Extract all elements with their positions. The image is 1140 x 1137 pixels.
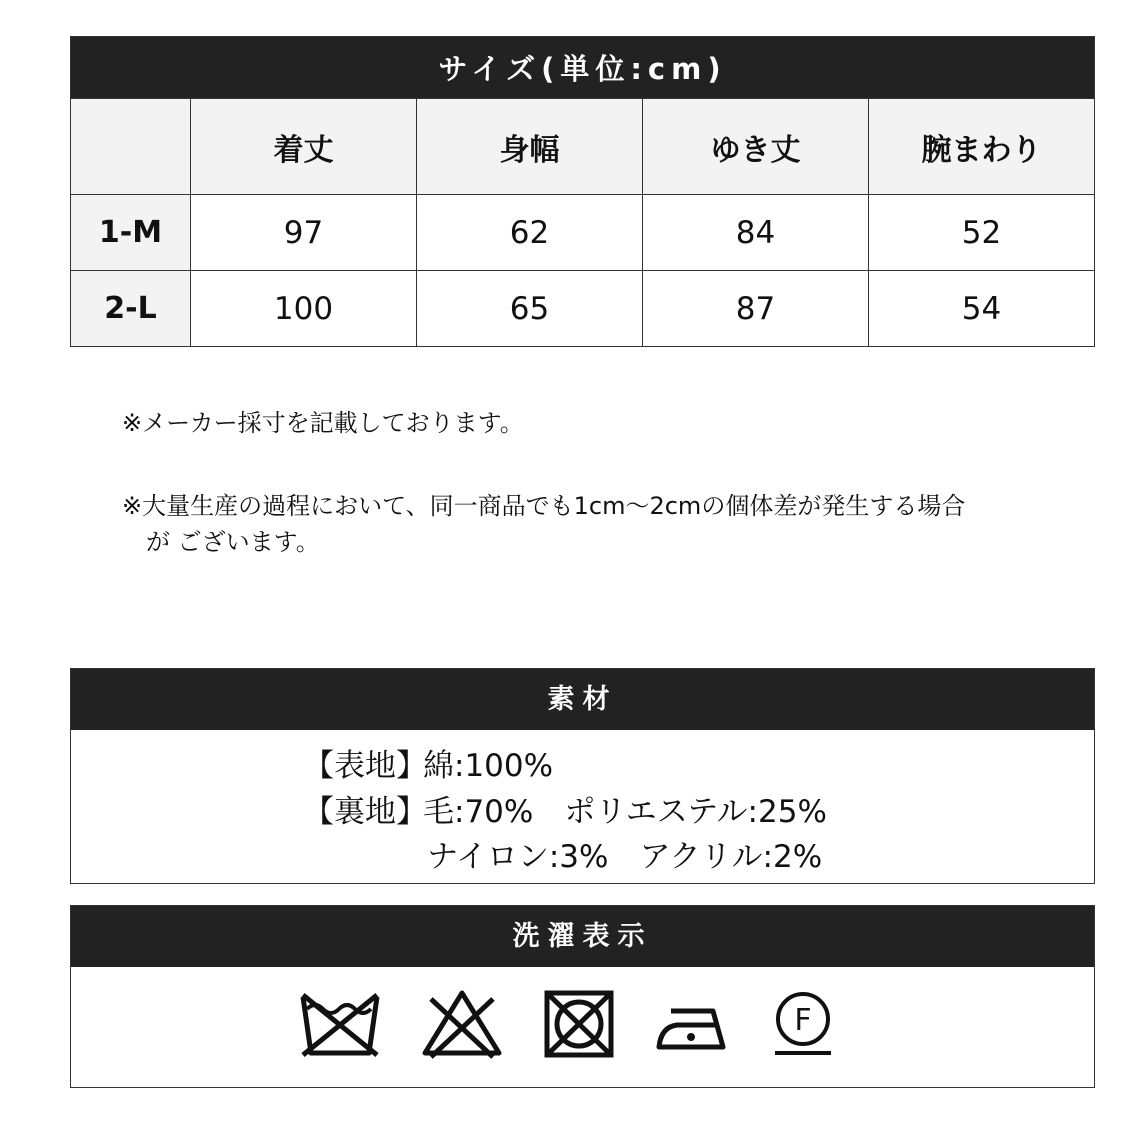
header-sleeve: ゆき丈 [643,99,869,195]
material-body [71,730,1094,882]
measurement-note: ※メーカー採寸を記載しております。 [122,409,524,437]
dry-clean-letter: F [794,1003,812,1038]
lining-line [303,786,827,831]
table-cell: 100 [191,271,417,347]
size-table-title: サイズ(単位:cm) [71,37,1095,99]
outer-fabric-label: 【表地】 [303,748,427,784]
row-label: 1-M [71,195,191,271]
header-width: 身幅 [417,99,643,195]
variation-note [122,488,1082,560]
header-arm: 腕まわり [869,99,1095,195]
size-table-header-row [71,99,1095,195]
lining-value-1: 毛:70% ポリエステル:25% [423,794,827,830]
variation-note-line2: が ございます。 [146,528,320,556]
header-length: 着丈 [191,99,417,195]
table-cell: 65 [417,271,643,347]
outer-fabric-line [303,740,553,785]
table-row [71,271,1095,347]
lining-label: 【裏地】 [303,794,427,830]
row-label: 2-L [71,271,191,347]
table-cell: 87 [643,271,869,347]
material-section [70,668,1095,884]
variation-note-line1: ※大量生産の過程において、同一商品でも1cm〜2cmの個体差が発生する場合 [122,492,966,520]
table-cell: 97 [191,195,417,271]
size-table [70,36,1095,347]
table-row [71,195,1095,271]
table-cell: 52 [869,195,1095,271]
care-title: 洗濯表示 [71,906,1094,967]
care-section [70,905,1095,1088]
do-not-bleach-icon [421,989,503,1059]
do-not-tumble-dry-icon [543,989,615,1059]
iron-low-icon [655,989,735,1059]
table-cell: 84 [643,195,869,271]
material-title: 素材 [71,669,1094,730]
outer-fabric-value: 綿:100% [423,748,554,784]
table-cell: 54 [869,271,1095,347]
header-blank [71,99,191,195]
lining-line-2: ナイロン:3% アクリル:2% [427,839,823,875]
care-icons [71,967,1094,1086]
dry-clean-f-icon [771,989,835,1059]
do-not-wash-icon [299,989,381,1059]
table-cell: 62 [417,195,643,271]
